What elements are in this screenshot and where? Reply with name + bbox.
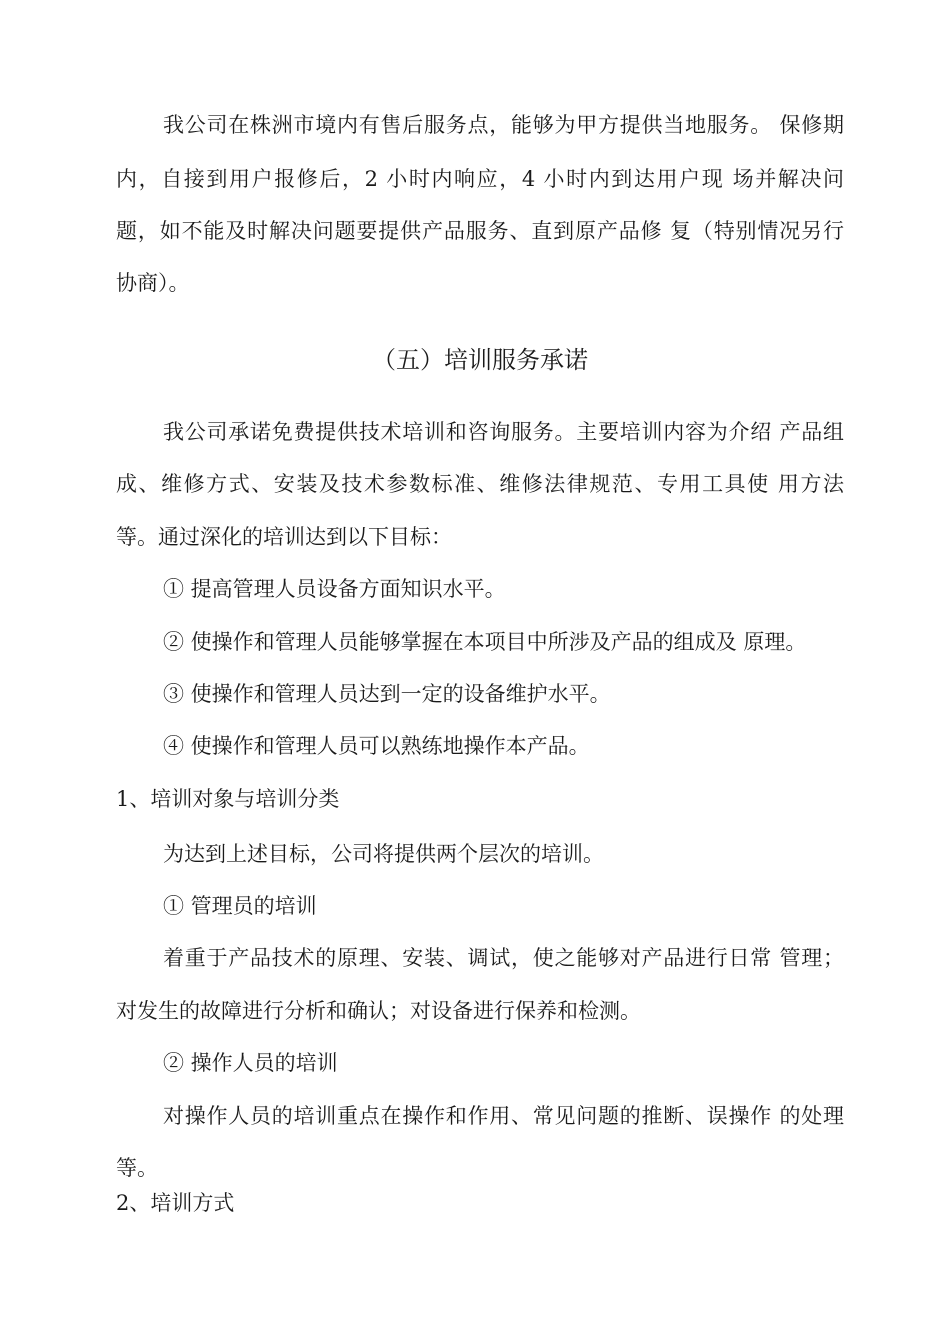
item1-body-line1: 着重于产品技术的原理、安装、调试，使之能够对产品进行日常 管理； xyxy=(163,946,844,970)
item2-body-line2: 等。 xyxy=(116,1156,158,1180)
item1-title: ① 管理员的培训 xyxy=(163,894,317,918)
goal-item-4: ④ 使操作和管理人员可以熟练地操作本产品。 xyxy=(163,734,590,758)
goal-item-1: ① 提高管理人员设备方面知识水平。 xyxy=(163,577,506,601)
item2-body-line1: 对操作人员的培训重点在操作和作用、常见问题的推断、误操作 的处理 xyxy=(163,1104,844,1128)
para3: 为达到上述目标，公司将提供两个层次的培训。 xyxy=(163,842,604,866)
para1-line4: 协商）。 xyxy=(116,271,190,295)
subsection-heading-2: 2、培训方式 xyxy=(116,1191,235,1215)
goal-item-2: ② 使操作和管理人员能够掌握在本项目中所涉及产品的组成及 原理。 xyxy=(163,630,807,654)
subsection-heading-1: 1、培训对象与培训分类 xyxy=(116,787,340,811)
para1-line3: 题，如不能及时解决问题要提供产品服务、直到原产品修 复（特别情况另行 xyxy=(116,219,844,243)
section-heading: （五）培训服务承诺 xyxy=(372,346,588,374)
item1-body-line2: 对发生的故障进行分析和确认；对设备进行保养和检测。 xyxy=(116,999,641,1023)
goal-item-3: ③ 使操作和管理人员达到一定的设备维护水平。 xyxy=(163,682,611,706)
item2-title: ② 操作人员的培训 xyxy=(163,1051,338,1075)
para2-line3: 等。通过深化的培训达到以下目标： xyxy=(116,525,452,549)
para1-line1: 我公司在株洲市境内有售后服务点，能够为甲方提供当地服务。 保修期 xyxy=(163,113,844,137)
para1-line2: 内，自接到用户报修后，2 小时内响应，4 小时内到达用户现 场并解决问 xyxy=(116,167,844,191)
para2-line2: 成、维修方式、安装及技术参数标准、维修法律规范、专用工具使 用方法 xyxy=(116,472,844,496)
para2-line1: 我公司承诺免费提供技术培训和咨询服务。主要培训内容为介绍 产品组 xyxy=(163,420,844,444)
